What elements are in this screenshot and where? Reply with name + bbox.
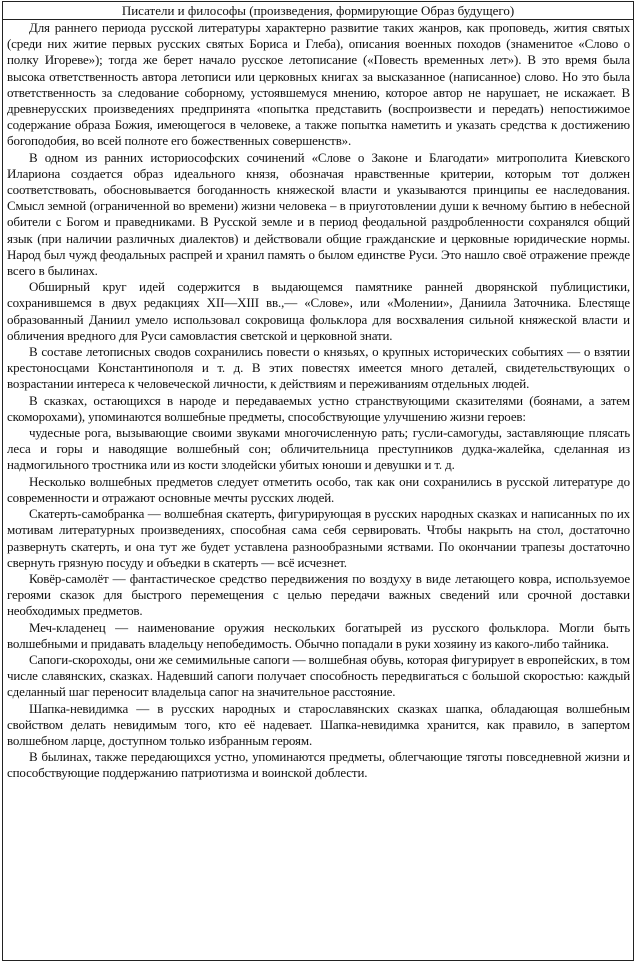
paragraph-magic-items-list: чудесные рога, вызывающие своими звуками многочисленную рать; гусли-самогуды, заставляющие плясать леса и горы и наводящие волшебный сон; обличительница преступников дудка-жалейка, сделанная из надмогильного тростника или из кости злодейски убитых юноши и девушки и т. д. <box>7 425 630 473</box>
paragraph-daniil-zatochnik: Обширный круг идей содержится в выдающемся памятнике ранней дворянской публицистики, сохранившемся в двух редакциях XII—XIII вв.,— «Слове», или «Молении», Даниила Заточника. Блестяще образованный Даниил умело использовал сокровища фольклора для восхваления сильной княжеской власти и обличения вредного для Руси самовластия светской и церковной знати. <box>7 279 630 343</box>
paragraph-fairy-tales: В сказках, остающихся в народе и передаваемых устно странствующими сказителями (боянами, а затем скоморохами), упоминаются волшебные предметы, способствующие улучшению жизни героев: <box>7 392 630 424</box>
paragraph-ilarion: В одном из ранних историософских сочинений «Слове о Законе и Благодати» митрополита Киевского Илариона создается образ идеального князя, обозначая нравственные критерии, которым тот должен соответствовать, обосновывается богоданность княжеской власти и указываются принципы ее наследования. Смысл земной (ограниченной во времени) жизни человека – в приуготовлении души к вечному бытию в небесной обители с Богом и праведниками. В Русской земле и в период феодальной раздробленности сохранялся общий язык (при наличии различных диалектов) и действовали общие гражданские и церковные юридические нормы. Народ был чужд феодальных распрей и хранил память о былом единстве Руси. Это нашло своё отражение прежде всего в былинах. <box>7 149 630 279</box>
paragraph-byliny: В былинах, также передающихся устно, упоминаются предметы, облегчающие тяготы повседневной жизни и способствующие поддержанию патриотизма и воинской доблести. <box>7 749 630 781</box>
table-header: Писатели и философы (произведения, формирующие Образ будущего) <box>3 2 633 20</box>
document-table <box>2 1 634 961</box>
paragraph-sapogi-skorokhody: Сапоги-скороходы, они же семимильные сапоги — волшебная обувь, которая фигурирует в европейских, в том числе славянских, сказках. Надевший сапоги получает способность передвигаться с большой скоростью: каждый сделанный шаг переносит владельца сапог на значительное расстояние. <box>7 651 630 700</box>
paragraph-magic-items-intro: Несколько волшебных предметов следует отметить особо, так как они сохранились в русской литературе до современности и отражают основные мечты русских людей. <box>7 473 630 505</box>
paragraph-kover-samolet: Ковёр-самолёт — фантастическое средство передвижения по воздуху в виде летающего ковра, используемое героями сказок для быстрого перемещения с целью передачи важных сведений или срочной доставки необходимых предметов. <box>7 570 630 619</box>
document-body <box>3 20 633 782</box>
paragraph-mech-kladenets: Меч-кладенец — наименование оружия нескольких богатырей из русского фольклора. Могли быть волшебными и придавать владельцу непобедимость. Обычно попадали в руки хозяину из какого-либо тайника. <box>7 619 630 651</box>
paragraph-skatert-samobranka: Скатерть-самобранка — волшебная скатерть, фигурирующая в русских народных сказках и написанных по их мотивам литературных произведениях, способная сама себя сервировать. Чтобы накрыть на стол, достаточно развернуть скатерть, и она тут же будет уставлена разнообразными яствами. По окончании трапезы достаточно свернуть грязную посуду и объедки в скатерть — всё исчезнет. <box>7 506 630 570</box>
paragraph-chronicles: В составе летописных сводов сохранились повести о князьях, о крупных исторических событиях — о взятии крестоносцами Константинополя и т. д. В этих повестях имеется много деталей, свидетельствующих о возрастании интереса к человеческой личности, к действиям и переживаниям отдельных людей. <box>7 344 630 392</box>
paragraph-early-literature: Для раннего периода русской литературы характерно развитие таких жанров, как проповедь, жития святых (среди них житие первых русских святых Бориса и Глеба), описания военных походов (знаменитое «Слово о полку Игореве»); тогда же берет начало русское летописание («Повесть временных лет»). В это время была высока ответственность автора летописи или церковных книгах за высказанное (написанное) слово. Но это была ответственность за следование соборному, устоявшемуся мнению, которое автор не нарушает, не искажает. В древнерусских произведениях предпринята «попытка представить (воспроизвести и передать) непостижимое содержание образа Божия, имеющегося в человеке, а также попытка наметить и указать средства к достижению богоподобия, во всей полноте его божественных совершенств». <box>7 20 630 149</box>
paragraph-shapka-nevidimka: Шапка-невидимка — в русских народных и старославянских сказках шапка, обладающая волшебным свойством делать невидимым того, кто её надевает. Шапка-невидимка хранится, как правило, в запертом волшебном ларце, доступном только избранным героям. <box>7 700 630 748</box>
